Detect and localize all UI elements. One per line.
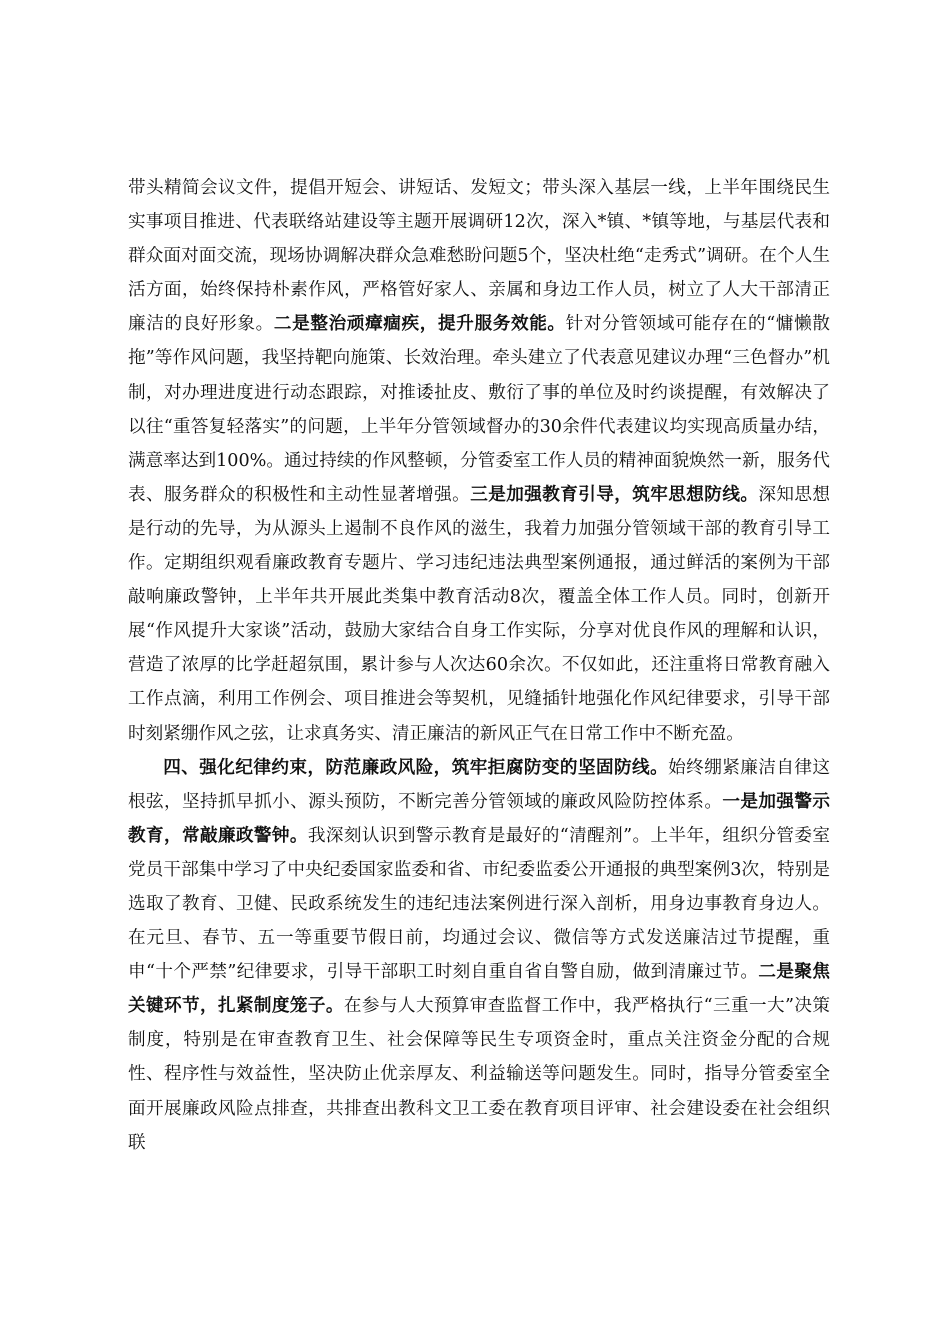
paragraph-text: 始终绷紧廉洁自律这根弦，坚持抓早抓小、源头预防，不断完善分管领域的廉政风险防控体系。: [128, 757, 830, 812]
paragraph-style-work: [128, 171, 830, 751]
paragraph-text: 针对分管领域可能存在的“慵懒散拖”等作风问题，我坚持靶向施策、长效治理。牵头建立了代表意见建议办理“三色督办”机制，对办理进度进行动态跟踪，对推诿扯皮、敷衍了事的单位及时约谈提醒，有效解决了以往“重答复轻落实”的问题，上半年分管领域督办的30余件代表建议均实现高质量办结，满意率达到100%。通过持续的作风整顿，分管委室工作人员的精神面貌焕然一新，服务代表、服务群众的积极性和主动性显著增强。: [128, 314, 830, 505]
paragraph-discipline: [128, 751, 830, 1160]
bold-heading: 二是聚焦关键环节，扎紧制度笼子。: [128, 961, 830, 1017]
section-heading: 四、强化纪律约束，防范廉政风险，筑牢拒腐防变的坚固防线。: [163, 756, 669, 778]
bold-heading: 一是加强警示教育，常敲廉政警钟。: [128, 790, 830, 846]
paragraph-text: 带头精简会议文件，提倡开短会、讲短话、发短文；带头深入基层一线，上半年围绕民生实事项目推进、代表联络站建设等主题开展调研12次，深入*镇、*镇等地，与基层代表和群众面对面交流，现场协调解决群众急难愁盼问题5个，坚决杜绝“走秀式”调研。在个人生活方面，始终保持朴素作风，严格管好家人、亲属和身边工作人员，树立了人大干部清正廉洁的良好形象。: [128, 178, 830, 335]
paragraph-text: 我深刻认识到警示教育是最好的“清醒剂”。上半年，组织分管委室党员干部集中学习了中央纪委国家监委和省、市纪委监委公开通报的典型案例3次，特别是选取了教育、卫健、民政系统发生的违纪违法案例进行深入剖析，用身边事教育身边人。在元旦、春节、五一等重要节假日前，均通过会议、微信等方式发送廉洁过节提醒，重申“十个严禁”纪律要求，引导干部职工时刻自重自省自警自励，做到清廉过节。: [128, 825, 830, 983]
bold-heading: 三是加强教育引导，筑牢思想防线。: [470, 483, 759, 505]
paragraph-text: 在参与人大预算审查监督工作中，我严格执行“三重一大”决策制度，特别是在审查教育卫生、社会保障等民生专项资金时，重点关注资金分配的合规性、程序性与效益性，坚决防止优亲厚友、利益输送等问题发生。同时，指导分管委室全面开展廉政风险点排查，共排查出教科文卫工委在教育项目评审、社会建设委在社会组织联: [128, 996, 830, 1153]
document-page: [128, 171, 830, 1160]
paragraph-text: 深知思想是行动的先导，为从源头上遏制不良作风的滋生，我着力加强分管领域干部的教育引导工作。定期组织观看廉政教育专题片、学习违纪违法典型案例通报，通过鲜活的案例为干部敲响廉政警钟，上半年共开展此类集中教育活动8次，覆盖全体工作人员。同时，创新开展“作风提升大家谈”活动，鼓励大家结合自身工作实际，分享对优良作风的理解和认识，营造了浓厚的比学赶超氛围，累计参与人次达60余次。不仅如此，还注重将日常教育融入工作点滴，利用工作例会、项目推进会等契机，见缝插针地强化作风纪律要求，引导干部时刻紧绷作风之弦，让求真务实、清正廉洁的新风正气在日常工作中不断充盈。: [128, 484, 830, 744]
bold-heading: 二是整治顽瘴痼疾，提升服务效能。: [273, 313, 566, 335]
